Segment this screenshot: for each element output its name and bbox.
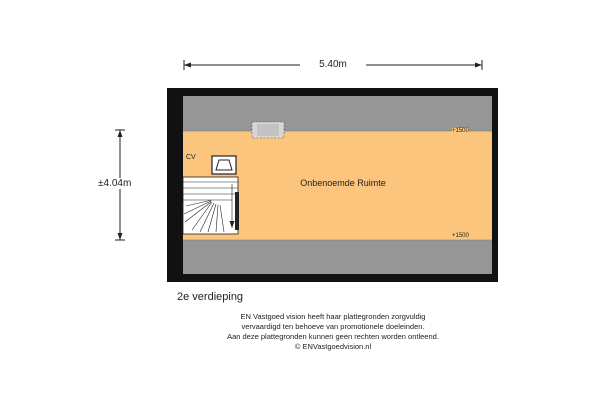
disclaimer-line-4: © ENVastgoedvision.nl xyxy=(294,342,372,351)
cv-label: CV xyxy=(186,154,196,161)
height-line-bottom-label: +1500 xyxy=(452,233,469,239)
disclaimer xyxy=(150,312,516,352)
cv-unit-icon xyxy=(212,156,236,174)
height-dimension-label: ±4.04m xyxy=(98,178,132,189)
room-name: Onbenoemde Ruimte xyxy=(300,178,386,188)
floor-name: 2e verdieping xyxy=(177,291,244,303)
skylight xyxy=(252,122,284,138)
staircase xyxy=(183,177,239,234)
width-dimension-label: 5.40m xyxy=(300,59,366,70)
low-area-bottom xyxy=(183,240,492,274)
disclaimer-line-1: EN Vastgoed vision heeft haar plattegronden zorgvuldig xyxy=(240,312,426,321)
disclaimer-line-3: Aan deze plattegronden kunnen geen rechten worden ontleend. xyxy=(227,332,439,341)
disclaimer-line-2: vervaardigd ten behoeve van promotionele doeleinden. xyxy=(241,322,425,331)
low-area-top xyxy=(183,96,492,131)
height-line-top-label: +1500 xyxy=(452,128,469,134)
